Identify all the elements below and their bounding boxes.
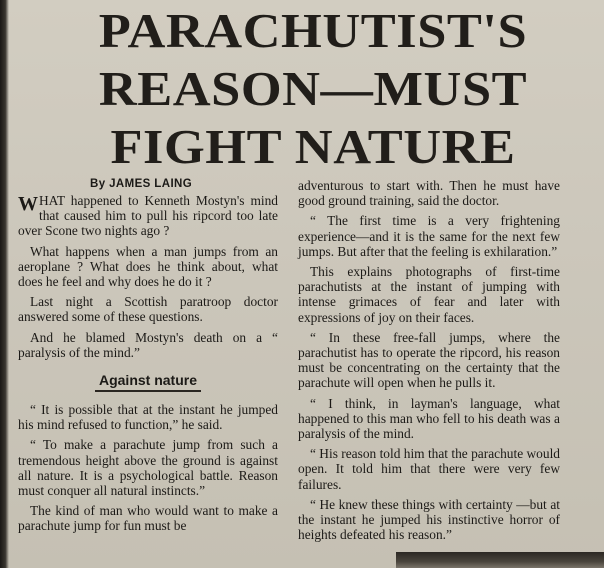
article-column-right: [298, 178, 560, 547]
paragraph: The kind of man who would want to make a parachute jump for fun must be: [18, 503, 278, 534]
paragraph: What happens when a man jumps from an aeroplane ? What does he think about, what does he feel and why does he do it ?: [18, 243, 278, 290]
paragraph: Last night a Scottish paratroop doctor answered some of these questions.: [18, 294, 278, 325]
drop-cap: W: [18, 193, 38, 215]
paragraph: “ In these free-fall jumps, where the parachutist has to operate the ripcord, his reason must be concentrating on the certainty that the parachute will open when he pulls it.: [298, 329, 560, 391]
headline: [8, 2, 604, 176]
byline: By JAMES LAING: [90, 178, 193, 190]
lead-paragraph: W HAT happened to Kenneth Mostyn's mind that caused him to pull his ripcord too late over Scone two nights ago ?: [18, 193, 278, 239]
paragraph: “ I think, in layman's language, what happened to this man who fell to his death was a paralysis of the mind.: [298, 395, 560, 442]
paragraph: “ The first time is a very frightening experience—and it is the same for the next few jumps. But after that the feeling is exhilaration.”: [298, 213, 560, 259]
paragraph: And he blamed Mostyn's death on a “ paralysis of the mind.”: [18, 329, 278, 360]
subheading-text: Against nature: [95, 372, 201, 392]
headline-line-3: FIGHT NATURE: [110, 119, 516, 174]
paragraph: adventurous to start with. Then he must have good ground training, said the doctor.: [298, 178, 560, 209]
paragraph: “ He knew these things with certainty —but at the instant he jumped his instinctive horror of heights defeated his reason.”: [298, 496, 560, 543]
headline-line-2: REASON—MUST: [98, 61, 528, 116]
headline-line-1: PARACHUTIST'S: [98, 3, 528, 58]
paragraph: “ His reason told him that the parachute would open. It told him that there were very few failures.: [298, 446, 560, 492]
paragraph: “ To make a parachute jump from such a tremendous height above the ground is against all nature. It is a psychological battle. Reason must conquer all natural instincts.”: [18, 437, 278, 499]
paragraph: “ It is possible that at the instant he jumped his mind refused to function,” he said.: [18, 402, 278, 433]
subheading: [18, 372, 278, 392]
paragraph: This explains photographs of first-time parachutists at the instant of jumping with intense grimaces of fear and later with expressions of joy on their faces.: [298, 264, 560, 325]
article-column-left: [18, 177, 278, 539]
photo-corner: [396, 552, 604, 568]
